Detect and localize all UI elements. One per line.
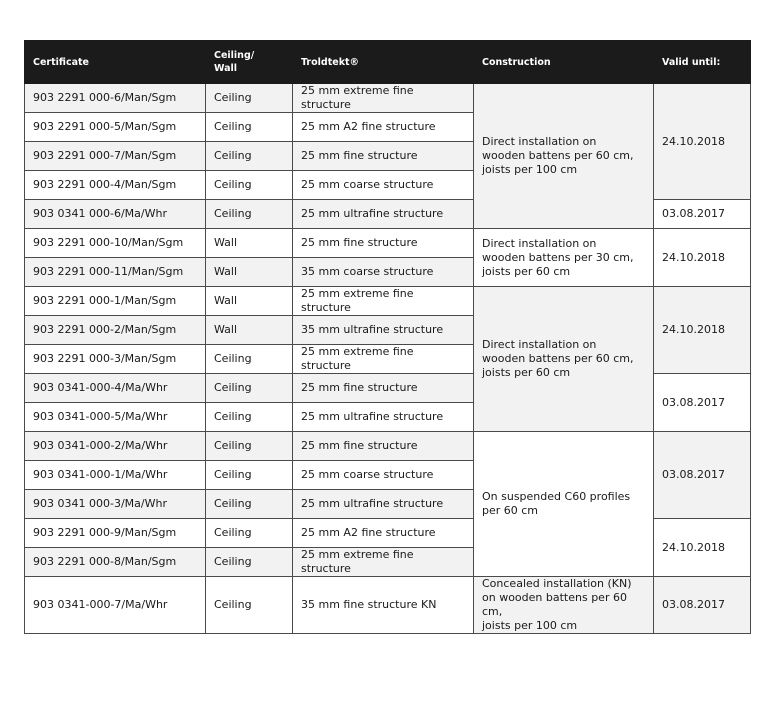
cell-certificate: 903 0341-000-7/Ma/Whr <box>25 577 206 634</box>
table-row <box>25 577 751 634</box>
cell-construction: Direct installation on wooden battens per 30 cm, joists per 60 cm <box>474 229 654 287</box>
cell-valid-until: 03.08.2017 <box>654 200 751 229</box>
cell-certificate: 903 2291 000-11/Man/Sgm <box>25 258 206 287</box>
cell-certificate: 903 0341-000-1/Ma/Whr <box>25 461 206 490</box>
cell-placement: Ceiling <box>206 577 293 634</box>
header-certificate: Certificate <box>25 41 206 84</box>
cell-troldtekt: 25 mm extreme fine structure <box>293 548 474 577</box>
cell-valid-until: 03.08.2017 <box>654 577 751 634</box>
cell-construction: Direct installation on wooden battens per 60 cm, joists per 60 cm <box>474 287 654 432</box>
cell-valid-until: 24.10.2018 <box>654 519 751 577</box>
cell-certificate: 903 2291 000-9/Man/Sgm <box>25 519 206 548</box>
cell-placement: Wall <box>206 316 293 345</box>
cell-construction: On suspended C60 profiles per 60 cm <box>474 432 654 577</box>
cell-certificate: 903 2291 000-1/Man/Sgm <box>25 287 206 316</box>
cell-certificate: 903 0341 000-3/Ma/Whr <box>25 490 206 519</box>
table-row <box>25 84 751 113</box>
cell-troldtekt: 25 mm fine structure <box>293 142 474 171</box>
cell-placement: Ceiling <box>206 345 293 374</box>
cell-troldtekt: 25 mm extreme fine structure <box>293 345 474 374</box>
cell-troldtekt: 25 mm extreme fine structure <box>293 287 474 316</box>
cell-troldtekt: 25 mm ultrafine structure <box>293 200 474 229</box>
cell-troldtekt: 35 mm fine structure KN <box>293 577 474 634</box>
header-row <box>25 41 751 84</box>
cell-placement: Ceiling <box>206 142 293 171</box>
cell-construction: Concealed installation (KN) on wooden battens per 60 cm, joists per 100 cm <box>474 577 654 634</box>
cell-troldtekt: 25 mm coarse structure <box>293 171 474 200</box>
cell-troldtekt: 25 mm fine structure <box>293 229 474 258</box>
cell-certificate: 903 0341-000-4/Ma/Whr <box>25 374 206 403</box>
header-construction: Construction <box>474 41 654 84</box>
cell-valid-until: 24.10.2018 <box>654 84 751 200</box>
cell-placement: Ceiling <box>206 461 293 490</box>
cell-troldtekt: 25 mm A2 fine structure <box>293 519 474 548</box>
certificate-table <box>24 40 751 634</box>
cell-certificate: 903 2291 000-2/Man/Sgm <box>25 316 206 345</box>
cell-troldtekt: 25 mm coarse structure <box>293 461 474 490</box>
cell-certificate: 903 0341 000-6/Ma/Whr <box>25 200 206 229</box>
cell-placement: Wall <box>206 258 293 287</box>
cell-certificate: 903 0341-000-2/Ma/Whr <box>25 432 206 461</box>
cell-certificate: 903 2291 000-4/Man/Sgm <box>25 171 206 200</box>
cell-placement: Ceiling <box>206 548 293 577</box>
cell-placement: Ceiling <box>206 432 293 461</box>
cell-troldtekt: 25 mm ultrafine structure <box>293 490 474 519</box>
cell-placement: Ceiling <box>206 171 293 200</box>
cell-troldtekt: 25 mm extreme fine structure <box>293 84 474 113</box>
cell-placement: Ceiling <box>206 200 293 229</box>
cell-troldtekt: 25 mm fine structure <box>293 374 474 403</box>
cell-certificate: 903 0341-000-5/Ma/Whr <box>25 403 206 432</box>
table-row <box>25 229 751 258</box>
cell-certificate: 903 2291 000-7/Man/Sgm <box>25 142 206 171</box>
cell-construction: Direct installation on wooden battens per 60 cm, joists per 100 cm <box>474 84 654 229</box>
cell-placement: Ceiling <box>206 113 293 142</box>
cell-valid-until: 03.08.2017 <box>654 374 751 432</box>
cell-placement: Wall <box>206 229 293 258</box>
cell-certificate: 903 2291 000-5/Man/Sgm <box>25 113 206 142</box>
cell-troldtekt: 35 mm ultrafine structure <box>293 316 474 345</box>
cell-troldtekt: 35 mm coarse structure <box>293 258 474 287</box>
cell-certificate: 903 2291 000-10/Man/Sgm <box>25 229 206 258</box>
cell-placement: Ceiling <box>206 490 293 519</box>
cell-certificate: 903 2291 000-3/Man/Sgm <box>25 345 206 374</box>
cell-valid-until: 24.10.2018 <box>654 287 751 374</box>
cell-troldtekt: 25 mm fine structure <box>293 432 474 461</box>
cell-troldtekt: 25 mm ultrafine structure <box>293 403 474 432</box>
cell-troldtekt: 25 mm A2 fine structure <box>293 113 474 142</box>
header-ceiling-wall: Ceiling/ Wall <box>206 41 293 84</box>
table-row <box>25 432 751 461</box>
header-troldtekt: Troldtekt® <box>293 41 474 84</box>
cell-valid-until: 24.10.2018 <box>654 229 751 287</box>
cell-placement: Ceiling <box>206 84 293 113</box>
cell-placement: Ceiling <box>206 374 293 403</box>
cell-placement: Wall <box>206 287 293 316</box>
cell-valid-until: 03.08.2017 <box>654 432 751 519</box>
cell-certificate: 903 2291 000-6/Man/Sgm <box>25 84 206 113</box>
cell-certificate: 903 2291 000-8/Man/Sgm <box>25 548 206 577</box>
table-row <box>25 287 751 316</box>
cell-placement: Ceiling <box>206 403 293 432</box>
cell-placement: Ceiling <box>206 519 293 548</box>
header-valid-until: Valid until: <box>654 41 751 84</box>
